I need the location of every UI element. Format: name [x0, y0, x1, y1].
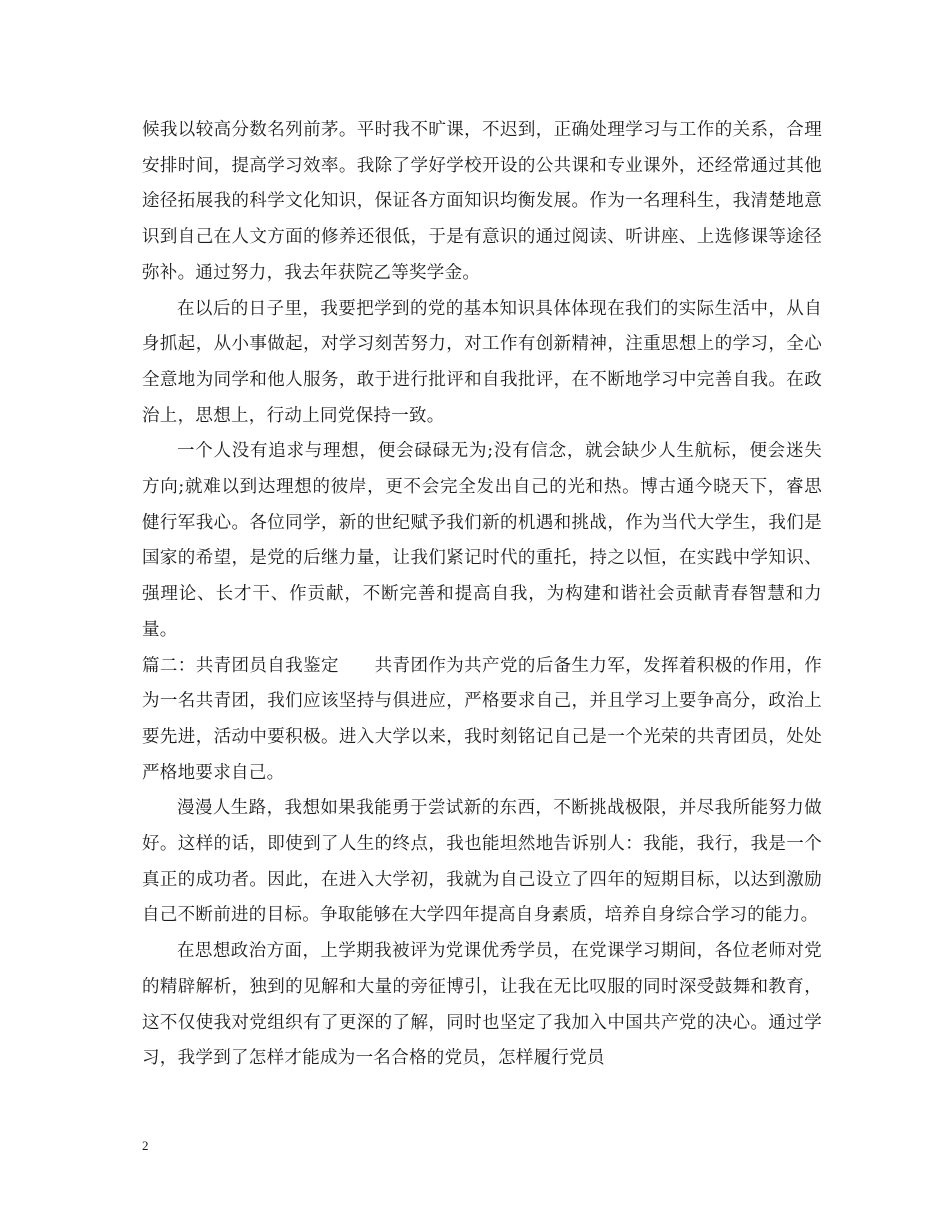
paragraph-3: 一个人没有追求与理想，便会碌碌无为;没有信念，就会缺少人生航标，便会迷失方向;就难以到达理想的彼岸，更不会完全发出自己的光和热。博古通今晓天下，睿思健行军我心。各位同学，新的世纪赋予我们新的机遇和挑战，作为当代大学生，我们是国家的希望，是党的后继力量，让我们紧记时代的重托，持之以恒，在实践中学知识、强理论、长才干、作贡献，不断完善和提高自我，为构建和谐社会贡献青春智慧和力量。 — [142, 441, 822, 640]
page-number: 2 — [142, 1138, 149, 1153]
paragraph-6: 在思想政治方面，上学期我被评为党课优秀学员，在党课学习期间，各位老师对党的精辟解析，独到的见解和大量的旁征博引，让我在无比叹服的同时深受鼓舞和教育，这不仅使我对党组织有了更深的了解，同时也坚定了我加入中国共产党的决心。通过学习，我学到了怎样才能成为一名合格的党员，怎样履行党员 — [142, 941, 822, 1069]
paragraph-2: 在以后的日子里，我要把学到的党的基本知识具体体现在我们的实际生活中，从自身抓起，从小事做起，对学习刻苦努力，对工作有创新精神，注重思想上的学习，全心全意地为同学和他人服务，敢于进行批评和自我批评，在不断地学习中完善自我。在政治上，思想上，行动上同党保持一致。 — [142, 298, 822, 426]
paragraph-4: 篇二：共青团员自我鉴定 共青团作为共产党的后备生力军，发挥着积极的作用，作为一名共青团，我们应该坚持与俱进应，严格要求自己，并且学习上要争高分，政治上要先进，活动中要积极。进入大学以来，我时刻铭记自己是一个光荣的共青团员，处处严格地要求自己。 — [142, 655, 822, 783]
paragraph-1: 候我以较高分数名列前茅。平时我不旷课，不迟到，正确处理学习与工作的关系，合理安排时间，提高学习效率。我除了学好学校开设的公共课和专业课外，还经常通过其他途径拓展我的科学文化知识，保证各方面知识均衡发展。作为一名理科生，我清楚地意识到自己在人文方面的修养还很低，于是有意识的通过阅读、听讲座、上选修课等途径弥补。通过努力，我去年获院乙等奖学金。 — [142, 120, 822, 283]
paragraph-5: 漫漫人生路，我想如果我能勇于尝试新的东西，不断挑战极限，并尽我所能努力做好。这样的话，即使到了人生的终点，我也能坦然地告诉别人：我能，我行，我是一个真正的成功者。因此，在进入大学初，我就为自己设立了四年的短期目标，以达到激励自己不断前进的目标。争取能够在大学四年提高自身素质，培养自身综合学习的能力。 — [142, 798, 822, 926]
body-text — [142, 113, 822, 1077]
